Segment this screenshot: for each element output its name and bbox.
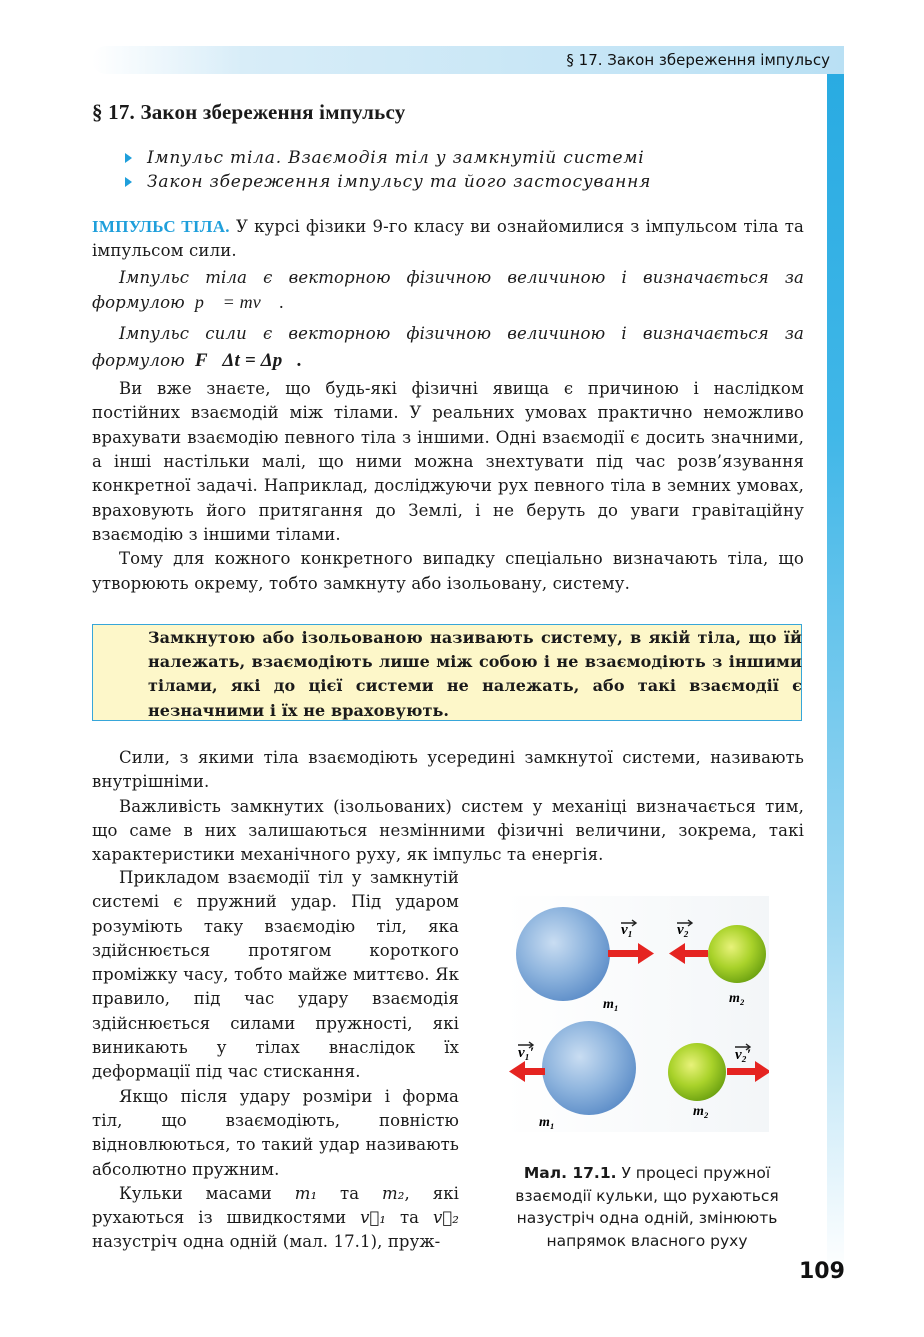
topic-text: Закон збереження імпульсу та його застосування (147, 172, 652, 192)
paragraph-text: , які рухаються із швидкостями (92, 1183, 459, 1228)
bullet-triangle-icon (125, 153, 132, 163)
caption-label: Мал. 17.1. (523, 1164, 617, 1182)
paragraph: Ви вже знаєте, що будь-які фізичні явища є причиною і наслідком постійних взаємодій між тілами. У реальних умовах практично неможливо врахувати взаємодію певного тіла з іншими. Одні взаємодії є досить значними, а інші настільки малі, що ними можна знехтувати під час розв’язування конкретної задачі. Наприклад, досліджуючи рух певного тіла в земних умовах, враховують його притягання до Землі, і не беруть до уваги гравітаційну взаємодію з іншими тілами. (92, 379, 804, 544)
topic-item (126, 146, 651, 170)
topic-text: Імпульс тіла. Взаємодія тіл у замкнутій системі (147, 148, 645, 168)
paragraph-text: У курсі фізики 9-го класу ви ознайомилися з імпульсом тіла та імпульсом сили. (92, 217, 804, 261)
ball-m2-after (668, 1043, 726, 1101)
paragraph (92, 266, 804, 316)
label-v1-prime: v₁′ (518, 1045, 535, 1061)
paragraph: Важливість замкнутих (ізольованих) систем у механіці визначається тим, що саме в них залишаються незмінними фізичні величини, зокрема, такі характеристики механічного руху, як імпульс та енергія. (92, 796, 804, 865)
impulse-formula: F⃗Δt = Δp⃗. (194, 350, 303, 372)
momentum-formula: p⃗ = mv⃗ . (194, 291, 285, 312)
paragraph: Прикладом взаємодії тіл у замкнутій системі є пружний удар. Під ударом розуміють таку взаємодію тіл, яка здійснюється протягом короткого проміжку часу, тобто майже миттєво. Як правило, під час удару взаємодія здійснюється силами пружності, які виникають у тілах внаслідок їх деформації під час стискання. (92, 868, 459, 1082)
paragraph-text: Кульки масами (119, 1183, 272, 1203)
lead-heading: ІМПУЛЬС ТІЛА. (92, 217, 230, 236)
paragraph (92, 215, 804, 264)
page-number: 109 (799, 1259, 845, 1284)
label-v2-prime: v₂′ (735, 1047, 752, 1063)
bullet-triangle-icon (125, 177, 132, 187)
definition-text: Замкнутою або ізольованою називають систему, в якій тіла, що їй належать, взаємодіють лише між собою і не взаємодіють з іншими тілами, які до цієї системи не належать, або такі взаємодії є незначними і їх не враховують. (148, 628, 802, 720)
mass-symbol: m₂ (382, 1183, 405, 1203)
ball-m1-after (542, 1021, 636, 1115)
figure-17-1 (505, 896, 769, 1132)
paragraph-text: та (340, 1183, 360, 1203)
mass-symbol: m₁ (294, 1183, 318, 1203)
figure-caption (488, 1162, 806, 1252)
label-m2: m₂ (729, 991, 745, 1006)
collision-diagram (505, 896, 769, 1132)
paragraph-text: та (399, 1208, 420, 1228)
running-header (92, 46, 844, 74)
paragraph: Якщо після удару розміри і форма тіл, що взаємодіють, повністю відновлюються, то такий удар називають абсолютно пружним. (92, 1086, 459, 1179)
velocity-symbol: v⃗₁ (360, 1208, 387, 1228)
topic-item (126, 170, 651, 194)
ball-m1-before (516, 907, 610, 1001)
topic-list (126, 146, 651, 194)
body-text-block-2 (92, 746, 804, 867)
section-title: § 17. Закон збереження імпульсу (92, 100, 406, 124)
paragraph-text: Імпульс сили є векторною фізичною величиною і визначається за формулою (92, 324, 804, 371)
paragraph (92, 1182, 459, 1255)
label-m1-after: m₁ (539, 1115, 555, 1130)
label-m2-after: m₂ (693, 1104, 709, 1119)
side-color-stripe (827, 74, 844, 1274)
paragraph: Тому для кожного конкретного випадку спеціально визначають тіла, що утворюють окрему, тобто замкнуту або ізольовану, систему. (92, 549, 804, 593)
running-title: § 17. Закон збереження імпульсу (566, 51, 830, 69)
velocity-symbol: v⃗₂ (432, 1208, 459, 1228)
column-text-block (92, 866, 459, 1255)
body-text-block (92, 215, 804, 596)
label-v1: v₁ (621, 922, 633, 938)
paragraph (92, 320, 804, 374)
ball-m2-before (708, 925, 766, 983)
caption-text: У процесі пружної взаємодії кульки, що рухаються назустріч одна одній, змінюють напрямок власного руху (515, 1164, 779, 1250)
label-m1: m₁ (603, 997, 619, 1012)
paragraph-text: Імпульс тіла є векторною фізичною величиною і визначається за формулою (92, 267, 804, 312)
paragraph-text: назустріч одна одній (мал. 17.1), пруж- (92, 1232, 441, 1252)
paragraph: Сили, з якими тіла взаємодіють усередині замкнутої системи, називають внутрішніми. (92, 748, 804, 792)
label-v2: v₂ (677, 922, 689, 938)
